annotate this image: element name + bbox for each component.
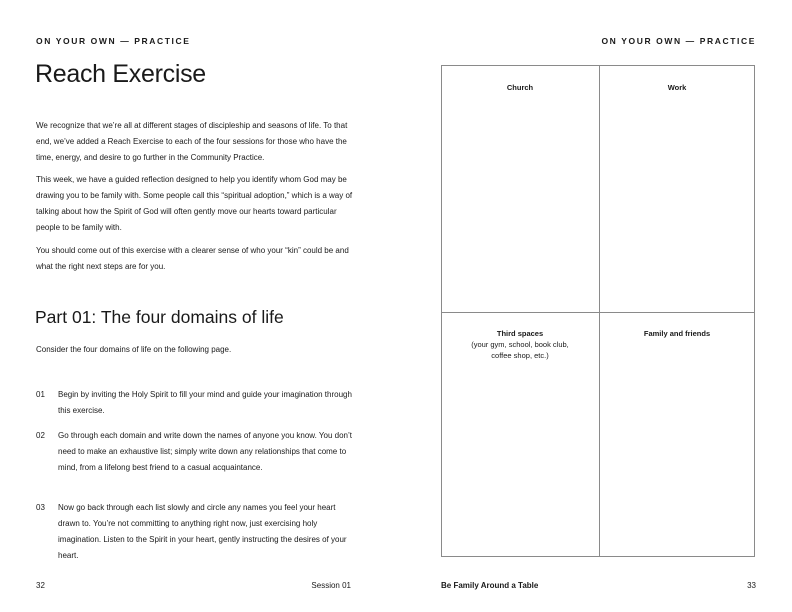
part-heading: Part 01: The four domains of life bbox=[35, 307, 284, 327]
step-text: Now go back through each list slowly and circle any names you feel your heart drawn to. You’re not committing to anything right now, just exercising holy imagination. Listen to the Spirit in your heart, gently instructing the desires of your heart. bbox=[58, 503, 347, 560]
domain-third-spaces bbox=[442, 328, 598, 361]
step-item bbox=[36, 428, 358, 476]
intro-paragraph-3: You should come out of this exercise with a clearer sense of who your “kin” could be and what the right next steps are for you. bbox=[36, 246, 349, 271]
step-item bbox=[36, 500, 358, 564]
domain-label: Church bbox=[506, 83, 534, 92]
grid-divider-horizontal bbox=[442, 312, 754, 313]
step-text: Begin by inviting the Holy Spirit to fill your mind and guide your imagination through this exercise. bbox=[58, 390, 352, 415]
step-number: 03 bbox=[36, 503, 45, 512]
part-intro: Consider the four domains of life on the following page. bbox=[36, 345, 232, 354]
grid-divider-vertical bbox=[599, 66, 600, 556]
step-number: 02 bbox=[36, 431, 45, 440]
domain-work bbox=[599, 82, 755, 93]
domain-label: Work bbox=[667, 83, 687, 92]
page-number-left: 32 bbox=[36, 581, 45, 590]
footer-book-title: Be Family Around a Table bbox=[441, 581, 539, 590]
intro-paragraph-2: This week, we have a guided reflection designed to help you identify whom God may be drawing you to be family with. Some people call this “spiritual adoption,” which is a way of talking about how the Spirit of God will often gently move our hearts toward particular people to be family with. bbox=[36, 175, 353, 232]
step-item bbox=[36, 387, 358, 419]
step-text: Go through each domain and write down the names of anyone you know. You don’t need to make an exhaustive list; simply write down any relationships that come to mind, from a lifelong best friend to a casual acquaintance. bbox=[58, 431, 352, 472]
step-number: 01 bbox=[36, 390, 45, 399]
domain-label: Third spaces bbox=[496, 329, 544, 338]
domain-label: Family and friends bbox=[643, 329, 711, 338]
domain-family-and-friends bbox=[599, 328, 755, 339]
running-header-right: ON YOUR OWN — PRACTICE bbox=[601, 36, 756, 46]
page-number-right: 33 bbox=[747, 581, 756, 590]
running-header-left: ON YOUR OWN — PRACTICE bbox=[36, 36, 191, 46]
intro-paragraph-1: We recognize that we’re all at different stages of discipleship and seasons of life. To that end, we’ve added a Reach Exercise to each of the four sessions for those who have the time, energy, and desire to go further in the Community Practice. bbox=[36, 121, 348, 162]
domains-grid bbox=[441, 65, 755, 557]
domain-sublabel: (your gym, school, book club, coffee shop, etc.) bbox=[471, 340, 569, 360]
page-title: Reach Exercise bbox=[35, 60, 206, 88]
domain-church bbox=[442, 82, 598, 93]
right-page bbox=[396, 0, 792, 612]
footer-session: Session 01 bbox=[311, 581, 351, 590]
